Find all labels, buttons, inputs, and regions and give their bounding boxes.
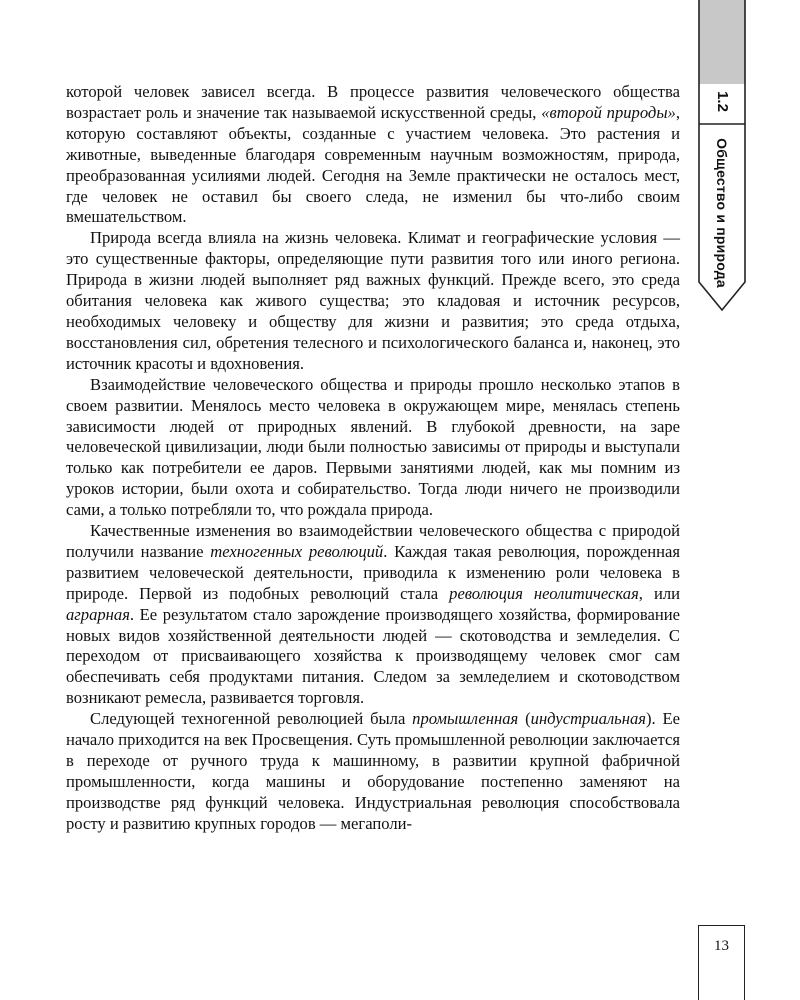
paragraph-2 [66,228,680,374]
text-segment: , которую составляют объекты, созданные с участием человека. Это растения и животные, выведенные благодаря современным научным возможностям, природа, преобразованная усилиями людей. Сегодня на Земле практически не осталось мест, где человек не оставил бы своего следа, не изменил бы что-либо своим вмешательством. [66,102,681,227]
text-segment: Следующей техногенной революцией была [90,709,413,729]
side-tab-gray-block [699,0,745,84]
italic-term: техногенных революций [210,541,384,561]
italic-term: аграрная [66,604,130,624]
text-segment: ). Ее начало приходится на век Просвещения. Суть промышленной революции заключается в переходе от ручного труда к машинному, в развитии крупной фабричной промышленности, когда машины и оборудование постепенно заменяют на производстве ряд функций человека. Индустриальная революция способствовала росту и развитию крупных городов — мегаполи- [66,709,680,833]
chapter-number: 1.2 [713,90,731,112]
italic-term: «второй природы» [541,102,676,122]
italic-term: индустриальная [530,709,646,729]
page-number-box [698,925,745,1000]
text-segment: . Ее результатом стало зарождение производящего хозяйства, формирование новых видов хозяйственной деятельности людей — скотоводства и земледелия. С переходом от присваивающего хозяйства к производящему человек смог сам обеспечивать себя продуктами питания. Следом за земледелием и скотоводством возникают ремесла, развивается торговля. [66,604,680,708]
text-segment: , или [638,583,680,603]
chapter-title: Общество и природа [714,138,731,288]
page-number: 13 [714,938,729,954]
text-segment: . Каждая такая революция, порожденная развитием человеческой деятельности, приводила к изменению роли человека в природе. Первой из подобных революций стала [66,541,680,603]
paragraph-4 [66,521,680,709]
text-segment: Взаимодействие человеческого общества и природы прошло несколько этапов в своем развитии. Менялось место человека в окружающем мире, менялась степень зависимости людей от природных явлений. В глубокой древности, на заре человеческой цивилизации, люди были полностью зависимы от природы и выступали только как потребители ее даров. Первыми занятиями людей, как мы помним из уроков истории, были охота и собирательство. Тогда люди ничего не производили сами, а только потребляли то, что рождала природа. [66,374,680,520]
paragraph-1 [66,82,680,228]
italic-term: промышленная [412,709,519,729]
text-segment: ( [518,709,531,729]
paragraph-3 [66,375,680,521]
paragraph-5 [66,709,680,834]
chapter-side-tab [698,0,746,312]
text-segment: которой человек зависел всегда. В процессе развития человеческого общества возрастает роль и значение так называемой искусственной среды, [66,82,680,122]
text-segment: Природа всегда влияла на жизнь человека. Климат и географические условия — это существенные факторы, определяющие пути развития того или иного региона. Природа в жизни людей выполняет ряд важных функций. Прежде всего, это среда обитания человека как живого существа; это кладовая и источник ресурсов, необходимых человеку и обществу для жизни и развития; это среда отдыха, восстановления сил, обретения телесного и психологического баланса и, наконец, это источник красоты и вдохновения. [66,228,680,373]
text-segment: Качественные изменения во взаимодействии человеческого общества с природой получили название [66,521,680,561]
italic-term: революция неолитическая [449,583,639,603]
body-text [66,82,680,835]
